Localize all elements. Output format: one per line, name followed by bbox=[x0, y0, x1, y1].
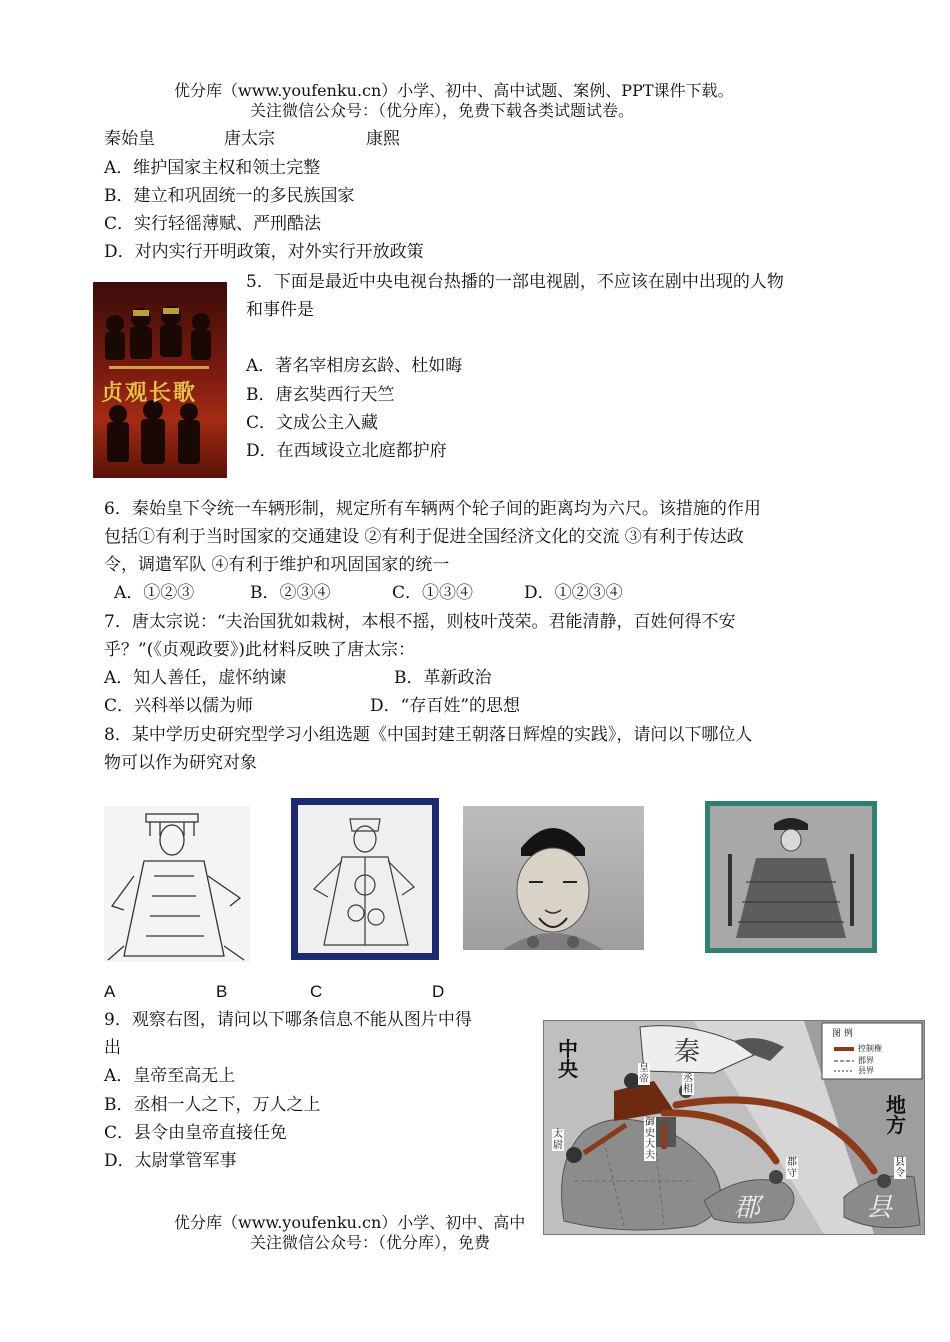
q8-line-2: 物可以作为研究对象 bbox=[104, 753, 257, 773]
diagram-flag-text: 秦 bbox=[674, 1037, 701, 1067]
q6-line-3: 令，调遣军队 ④有利于维护和巩固国家的统一 bbox=[104, 555, 450, 575]
emperor-face-icon bbox=[463, 806, 644, 950]
legend-title: 图 例 bbox=[832, 1029, 853, 1039]
footer-line-1: 优分库（www.youfenku.cn）小学、初中、高中 bbox=[174, 1213, 526, 1232]
footer-line-2: 关注微信公众号：（优分库），免费 bbox=[250, 1233, 491, 1252]
q6-option-a: A．①②③ bbox=[114, 583, 195, 603]
header-line-1: 优分库（www.youfenku.cn）小学、初中、高中试题、案例、PPT课件下载。 bbox=[174, 81, 734, 100]
q9-option-a: A．皇帝至高无上 bbox=[104, 1066, 236, 1086]
emperor-robe-sketch-icon bbox=[298, 805, 432, 953]
portrait-d-kangxi bbox=[705, 801, 877, 953]
q4-name-1: 秦始皇 bbox=[104, 129, 155, 149]
q5-option-d: D．在西域设立北庭都护府 bbox=[246, 441, 447, 461]
q4-option-b: B．建立和巩固统一的多民族国家 bbox=[104, 186, 355, 206]
legend-item-control: 控制権 bbox=[858, 1044, 882, 1053]
q8-label-b: B bbox=[216, 982, 228, 1001]
q6-option-c: C．①③④ bbox=[392, 583, 474, 603]
q4-name-3: 康熙 bbox=[366, 129, 400, 149]
portrait-b-tang-taizong bbox=[291, 798, 439, 960]
legend-item-jun-border: 郡界 bbox=[858, 1056, 874, 1065]
diagram-label-local: 地方 bbox=[886, 1093, 906, 1137]
q9-line-2: 出 bbox=[104, 1038, 121, 1058]
q8-label-c: C bbox=[310, 982, 323, 1001]
tv-drama-poster bbox=[93, 282, 227, 478]
q6-line-2: 包括①有利于当时国家的交通建设 ②有利于促进全国经济文化的交流 ③有利于传达政 bbox=[104, 527, 744, 547]
header-line-2: 关注微信公众号：（优分库），免费下载各类试题试卷。 bbox=[250, 101, 635, 120]
q5-option-c: C．文成公主入藏 bbox=[246, 413, 379, 433]
emperor-sketch-icon bbox=[104, 806, 250, 962]
q5-option-b: B．唐玄奘西行天竺 bbox=[246, 385, 395, 405]
q6-line-1: 6．秦始皇下令统一车辆形制，规定所有车辆两个轮子间的距离均为六尺。该措施的作用 bbox=[104, 499, 761, 519]
q9-line-1: 9．观察右图，请问以下哪条信息不能从图片中得 bbox=[104, 1010, 472, 1030]
portrait-a-qin-shihuang bbox=[104, 806, 250, 962]
diagram-label-xian: 县 bbox=[866, 1193, 893, 1223]
q7-option-b: B．革新政治 bbox=[394, 668, 492, 688]
diagram-label-jun: 郡 bbox=[734, 1193, 761, 1223]
q4-option-a: A．维护国家主权和领土完整 bbox=[104, 158, 321, 178]
q4-option-d: D．对内实行开明政策，对外实行开放政策 bbox=[104, 242, 424, 262]
q7-option-d: D．“存百姓”的思想 bbox=[370, 696, 521, 716]
q9-option-d: D．太尉掌管军事 bbox=[104, 1151, 237, 1171]
q9-option-c: C．县令由皇帝直接任免 bbox=[104, 1123, 288, 1143]
q4-name-2: 唐太宗 bbox=[224, 129, 275, 149]
q7-line-1: 7．唐太宗说：“夫治国犹如栽树，本根不摇，则枝叶茂荣。君能清静，百姓何得不安 bbox=[104, 612, 736, 632]
legend-item-xian-border: 县界 bbox=[858, 1066, 874, 1075]
q9-option-b: B．丞相一人之下，万人之上 bbox=[104, 1095, 321, 1115]
q8-label-d: D bbox=[432, 982, 445, 1001]
diagram-label-taiwei: 太尉 bbox=[553, 1129, 563, 1151]
q6-option-b: B．②③④ bbox=[250, 583, 331, 603]
diagram-label-emperor: 皇帝 bbox=[639, 1063, 649, 1085]
seated-emperor-icon bbox=[710, 806, 872, 948]
q7-option-c: C．兴科举以儒为师 bbox=[104, 696, 254, 716]
poster-title: 贞观长歌 bbox=[101, 380, 198, 406]
q7-line-2: 乎？”(《贞观政要》)此材料反映了唐太宗： bbox=[104, 640, 415, 660]
diagram-label-chancellor: 丞相 bbox=[683, 1073, 693, 1095]
q5-stem-line-1: 5．下面是最近中央电视台热播的一部电视剧，不应该在剧中出现的人物 bbox=[246, 272, 784, 292]
q5-option-a: A．著名宰相房玄龄、杜如晦 bbox=[246, 356, 463, 376]
diagram-label-center: 中央 bbox=[558, 1037, 578, 1081]
diagram-label-governor: 郡守 bbox=[787, 1157, 797, 1179]
diagram-label-magistrate: 县令 bbox=[895, 1157, 905, 1179]
diagram-label-censor: 御史大夫 bbox=[645, 1117, 655, 1161]
q7-option-a: A．知人善任，虚怀纳谏 bbox=[104, 668, 287, 688]
q5-stem-line-2: 和事件是 bbox=[246, 300, 314, 320]
portrait-c-ming-emperor bbox=[463, 806, 644, 950]
q8-line-1: 8．某中学历史研究型学习小组选题《中国封建王朝落日辉煌的实践》，请问以下哪位人 bbox=[104, 725, 753, 745]
q6-option-d: D．①②③④ bbox=[524, 583, 623, 603]
q8-label-a: A bbox=[104, 982, 116, 1001]
q4-option-c: C．实行轻徭薄赋、严刑酷法 bbox=[104, 214, 322, 234]
qin-central-local-diagram bbox=[543, 1020, 925, 1235]
